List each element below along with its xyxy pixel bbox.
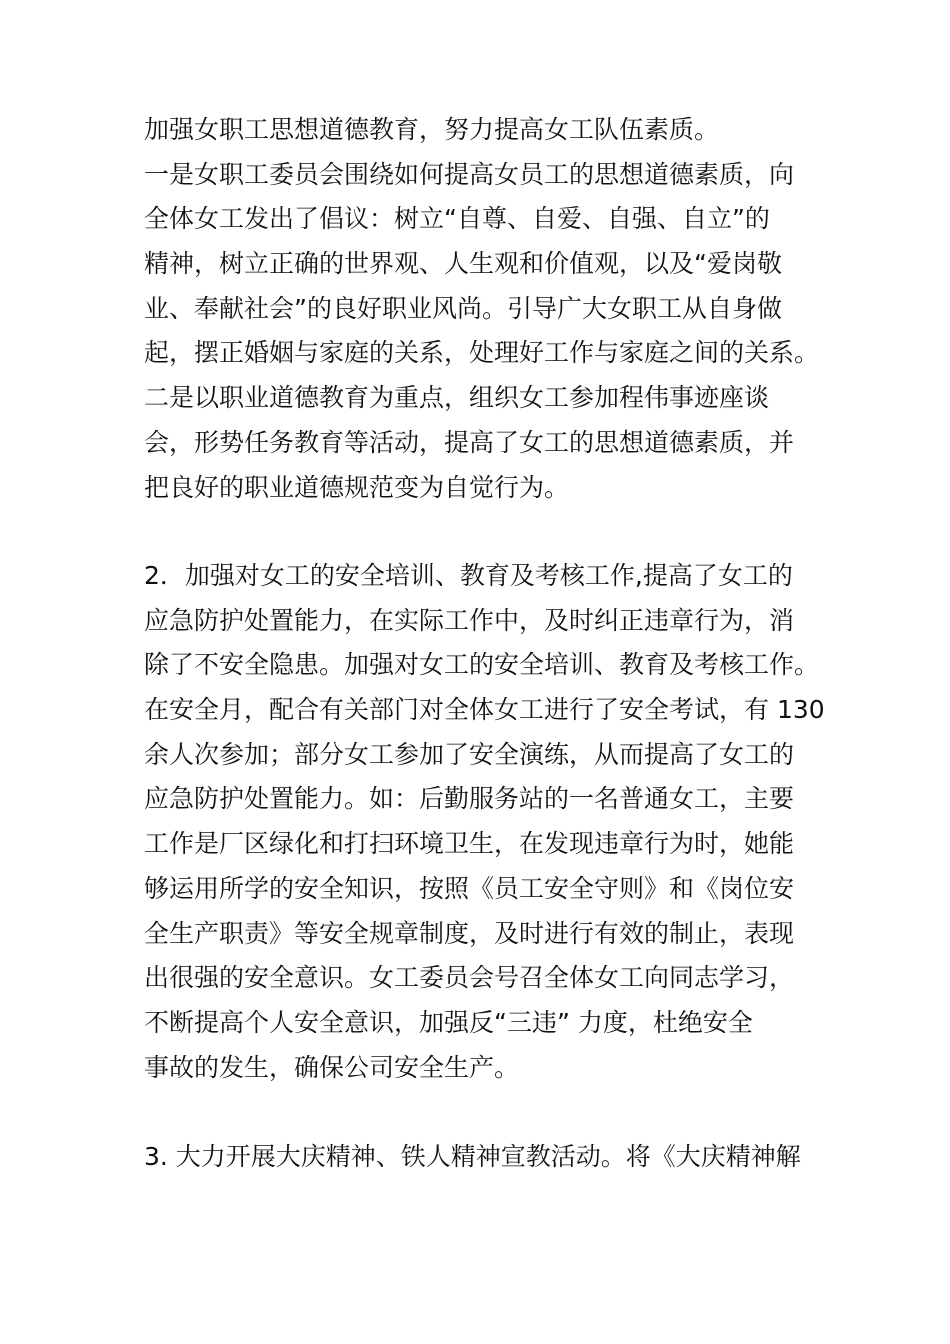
text-line: 业、奉献社会”的良好职业风尚。引导广大女职工从自身做 [144,293,782,323]
paragraph-womens-moral-education [144,108,834,510]
text-line: 够运用所学的安全知识，按照《员工安全守则》和《岗位安 [144,873,795,903]
text-line: 全生产职责》等安全规章制度，及时进行有效的制止，表现 [144,918,795,948]
text-line: 一是女职工委员会围绕如何提高女员工的思想道德素质，向 [144,159,795,189]
text-line: 3. 大力开展大庆精神、铁人精神宣教活动。将《大庆精神解 [144,1142,801,1171]
text-line: 在安全月，配合有关部门对全体女工进行了安全考试，有 130 [144,695,825,725]
text-line: 事故的发生，确保公司安全生产。 [144,1052,520,1082]
text-line: 2．加强对女工的安全培训、教育及考核工作,提高了女工的 [144,561,793,590]
text-line: 除了不安全隐患。加强对女工的安全培训、教育及考核工作。 [144,650,820,680]
text-line: 精神，树立正确的世界观、人生观和价值观，以及“爱岗敬 [144,249,782,279]
text-line: 工作是厂区绿化和打扫环境卫生，在发现违章行为时，她能 [144,829,795,859]
text-line: 应急防护处置能力，在实际工作中，及时纠正违章行为，消 [144,605,795,635]
text-line: 全体女工发出了倡议：树立“自尊、自爱、自强、自立”的 [144,204,770,234]
text-line: 二是以职业道德教育为重点，组织女工参加程伟事迹座谈 [144,383,770,413]
text-line: 出很强的安全意识。女工委员会号召全体女工向同志学习， [144,963,795,993]
paragraph-daqing-spirit [144,1135,834,1180]
text-line: 不断提高个人安全意识，加强反“三违” 力度，杜绝安全 [144,1007,753,1037]
text-line: 加强女职工思想道德教育，努力提高女工队伍素质。 [144,115,720,144]
paragraph-safety-training [144,554,834,1090]
text-line: 把良好的职业道德规范变为自觉行为。 [144,472,570,502]
text-line: 起，摆正婚姻与家庭的关系，处理好工作与家庭之间的关系。 [144,338,820,368]
text-line: 会，形势任务教育等活动，提高了女工的思想道德素质，并 [144,427,795,457]
text-line: 应急防护处置能力。如：后勤服务站的一名普通女工，主要 [144,784,795,814]
text-line: 余人次参加；部分女工参加了安全演练，从而提高了女工的 [144,739,795,769]
